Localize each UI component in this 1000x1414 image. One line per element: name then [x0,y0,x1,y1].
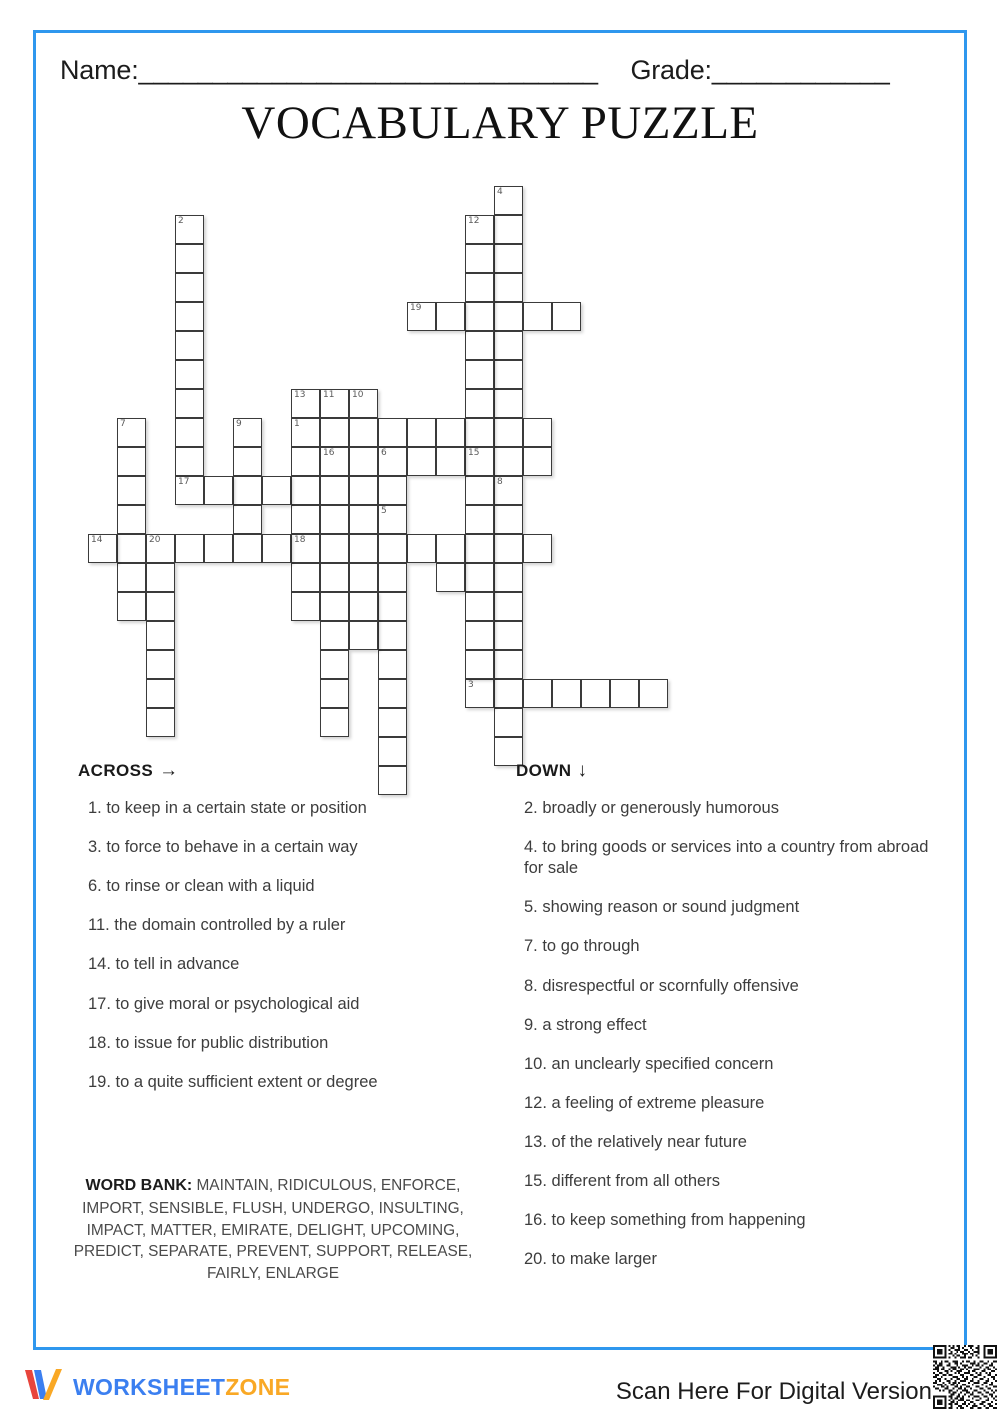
cw-cell[interactable] [262,476,291,505]
cw-cell[interactable] [349,592,378,621]
cw-cell[interactable] [175,302,204,331]
cw-cell[interactable] [407,418,436,447]
cw-cell[interactable] [320,563,349,592]
cw-cell[interactable] [146,708,175,737]
cw-cell[interactable] [494,505,523,534]
cw-cell[interactable] [407,447,436,476]
clue-across-0: 1. to keep in a certain state or position [88,799,367,817]
cw-cell-number: 7 [120,419,126,429]
cw-cell[interactable] [378,650,407,679]
cw-cell[interactable] [320,476,349,505]
cw-cell-start-13[interactable] [291,389,320,418]
cw-cell[interactable] [320,650,349,679]
cw-cell-start-17[interactable] [175,476,204,505]
cw-cell[interactable] [146,650,175,679]
cw-cell[interactable] [233,505,262,534]
cw-cell[interactable] [436,447,465,476]
cw-cell[interactable] [494,621,523,650]
cw-cell[interactable] [291,476,320,505]
down-clue-list [516,798,936,1270]
cw-cell[interactable] [494,360,523,389]
clue-down-9: 15. different from all others [524,1172,720,1191]
scan-here-text: Scan Here For Digital Version [615,1378,932,1405]
qr-code[interactable] [933,1345,997,1409]
arrow-right-icon: → [159,760,179,781]
cw-cell[interactable] [581,679,610,708]
cw-cell[interactable] [320,592,349,621]
cw-cell[interactable] [465,389,494,418]
cw-cell[interactable] [175,244,204,273]
cw-cell-start-16[interactable] [320,447,349,476]
word-bank-label: WORD BANK: [85,1177,193,1194]
page-title: VOCABULARY PUZZLE [241,97,759,149]
clue-down-0: 2. broadly or generously humorous [524,799,779,817]
cw-cell[interactable] [465,244,494,273]
cw-cell[interactable] [175,447,204,476]
cw-cell-start-20[interactable] [146,534,175,563]
cw-cell-number: 4 [497,187,503,197]
cw-cell-start-12[interactable] [465,215,494,244]
cw-cell-start-6[interactable] [378,447,407,476]
across-clue-list [78,798,488,1093]
cw-cell[interactable] [233,534,262,563]
clue-down-11: 20. to make larger [524,1250,657,1269]
cw-cell[interactable] [349,563,378,592]
cw-cell-number: 19 [410,303,422,313]
clue-across-5: 17. to give moral or psychological aid [88,994,360,1013]
cw-cell[interactable] [320,534,349,563]
cw-cell[interactable] [494,331,523,360]
cw-cell[interactable] [117,534,146,563]
cw-cell[interactable] [146,563,175,592]
logo-worksheet-text: WORKSHEET [73,1374,226,1400]
across-heading-label: ACROSS [78,761,154,780]
cw-cell[interactable] [233,447,262,476]
cw-cell[interactable] [465,592,494,621]
cw-cell[interactable] [175,331,204,360]
cw-cell[interactable] [494,389,523,418]
cw-cell-number: 10 [352,390,364,400]
across-heading [78,760,488,782]
clue-across-6: 18. to issue for public distribution [88,1033,329,1052]
cw-cell[interactable] [465,418,494,447]
cw-cell[interactable] [436,563,465,592]
cw-cell[interactable] [320,708,349,737]
cw-cell[interactable] [465,505,494,534]
cw-cell[interactable] [494,447,523,476]
logo-w-icon [22,1368,64,1407]
cw-cell-number: 5 [381,506,387,516]
down-heading-label: DOWN [516,761,572,780]
cw-cell-number: 12 [468,216,480,226]
clue-down-7: 12. a feeling of extreme pleasure [524,1093,765,1112]
clue-down-8: 13. of the relatively near future [524,1132,747,1151]
cw-cell[interactable] [146,679,175,708]
down-clues-section [516,760,936,1288]
name-blank-line[interactable]: _______________________________ [138,55,598,85]
clue-down-4: 8. disrespectful or scornfully offensive [524,976,799,995]
cw-cell[interactable] [378,679,407,708]
cw-cell[interactable] [349,621,378,650]
cw-cell[interactable] [465,621,494,650]
cw-cell[interactable] [117,592,146,621]
cw-cell[interactable] [233,476,262,505]
cw-cell-number: 16 [323,448,335,458]
cw-cell-number: 14 [91,535,103,545]
cw-cell[interactable] [494,679,523,708]
clue-across-2: 6. to rinse or clean with a liquid [88,877,315,896]
cw-cell[interactable] [117,447,146,476]
cw-cell[interactable] [349,534,378,563]
cw-cell[interactable] [378,708,407,737]
cw-cell[interactable] [494,302,523,331]
clue-across-7: 19. to a quite sufficient extent or degree [88,1072,378,1091]
cw-cell[interactable] [117,505,146,534]
cw-cell-number: 6 [381,448,387,458]
cw-cell[interactable] [436,534,465,563]
cw-cell[interactable] [117,563,146,592]
cw-cell[interactable] [378,563,407,592]
cw-cell-start-4[interactable] [494,186,523,215]
cw-cell[interactable] [494,563,523,592]
cw-cell[interactable] [494,592,523,621]
cw-cell[interactable] [552,679,581,708]
cw-cell-start-5[interactable] [378,505,407,534]
cw-cell[interactable] [494,244,523,273]
word-bank [58,1175,488,1285]
cw-cell[interactable] [320,679,349,708]
clue-across-4: 14. to tell in advance [88,955,240,974]
cw-cell[interactable] [407,534,436,563]
cw-cell[interactable] [523,418,552,447]
cw-cell-number: 2 [178,216,184,226]
cw-cell[interactable] [494,650,523,679]
cw-cell[interactable] [175,389,204,418]
name-label: Name: [60,55,139,85]
clue-down-6: 10. an unclearly specified concern [524,1054,774,1073]
cw-cell-number: 18 [294,535,306,545]
cw-cell-number: 15 [468,448,480,458]
cw-cell[interactable] [291,563,320,592]
clue-across-1: 3. to force to behave in a certain way [88,838,358,857]
cw-cell[interactable] [349,418,378,447]
cw-cell[interactable] [494,534,523,563]
cw-cell[interactable] [204,534,233,563]
clue-down-5: 9. a strong effect [524,1015,647,1034]
cw-cell[interactable] [175,273,204,302]
cw-cell-start-1[interactable] [291,418,320,447]
grade-blank-line[interactable]: ____________ [711,55,890,85]
cw-cell[interactable] [378,418,407,447]
cw-cell-start-9[interactable] [233,418,262,447]
cw-cell[interactable] [465,331,494,360]
cw-cell-start-7[interactable] [117,418,146,447]
cw-cell-start-3[interactable] [465,679,494,708]
cw-cell[interactable] [610,679,639,708]
cw-cell[interactable] [146,621,175,650]
cw-cell-start-2[interactable] [175,215,204,244]
cw-cell-start-15[interactable] [465,447,494,476]
cw-cell[interactable] [117,476,146,505]
cw-cell[interactable] [639,679,668,708]
cw-cell[interactable] [494,708,523,737]
cw-cell-start-8[interactable] [494,476,523,505]
cw-cell-number: 9 [236,419,242,429]
cw-cell-number: 1 [294,419,300,429]
arrow-down-icon: ↓ [577,760,588,781]
cw-cell[interactable] [465,360,494,389]
cw-cell[interactable] [378,476,407,505]
cw-cell[interactable] [523,447,552,476]
clue-down-3: 7. to go through [524,937,640,956]
across-clues-section [78,760,488,1111]
cw-cell[interactable] [349,447,378,476]
logo-zone-text: ZONE [225,1374,291,1400]
clue-across-3: 11. the domain controlled by a ruler [88,916,346,935]
cw-cell[interactable] [291,592,320,621]
cw-cell[interactable] [465,302,494,331]
clue-down-10: 16. to keep something from happening [524,1211,806,1230]
cw-cell-number: 3 [468,680,474,690]
cw-cell[interactable] [262,534,291,563]
logo-text [73,1374,290,1401]
cw-cell-number: 8 [497,477,503,487]
cw-cell[interactable] [465,476,494,505]
cw-cell[interactable] [378,621,407,650]
cw-cell[interactable] [378,534,407,563]
cw-cell[interactable] [320,505,349,534]
cw-cell-number: 20 [149,535,161,545]
cw-cell-number: 13 [294,390,306,400]
cw-cell[interactable] [291,505,320,534]
cw-cell[interactable] [494,273,523,302]
cw-cell[interactable] [494,215,523,244]
cw-cell[interactable] [523,534,552,563]
cw-cell[interactable] [349,505,378,534]
cw-cell[interactable] [175,534,204,563]
cw-cell[interactable] [523,679,552,708]
cw-cell[interactable] [175,360,204,389]
cw-cell[interactable] [320,418,349,447]
cw-cell[interactable] [349,476,378,505]
grade-label: Grade: [630,55,712,85]
cw-cell-start-11[interactable] [320,389,349,418]
clue-down-1: 4. to bring goods or services into a country from abroad for sale [524,838,929,878]
cw-cell[interactable] [436,418,465,447]
cw-cell-start-18[interactable] [291,534,320,563]
cw-cell-start-19[interactable] [407,302,436,331]
cw-cell[interactable] [175,418,204,447]
cw-cell[interactable] [465,563,494,592]
cw-cell-start-10[interactable] [349,389,378,418]
cw-cell[interactable] [204,476,233,505]
cw-cell[interactable] [378,592,407,621]
cw-cell[interactable] [465,273,494,302]
cw-cell[interactable] [146,592,175,621]
cw-cell[interactable] [494,418,523,447]
cw-cell[interactable] [552,302,581,331]
cw-cell[interactable] [436,302,465,331]
word-bank-words: MAINTAIN, RIDICULOUS, ENFORCE, IMPORT, SENSIBLE, FLUSH, UNDERGO, INSULTING, IMPACT, MATTER, EMIRATE, DELIGHT, UPCOMING, PREDICT, SEPARATE, PREVENT, SUPPORT, RELEASE, FAIRLY, ENLARGE [73,1177,473,1283]
clue-down-2: 5. showing reason or sound judgment [524,898,800,917]
cw-cell[interactable] [291,447,320,476]
down-heading [516,760,936,782]
cw-cell[interactable] [523,302,552,331]
cw-cell[interactable] [465,650,494,679]
cw-cell-number: 11 [323,390,335,400]
cw-cell[interactable] [320,621,349,650]
cw-cell[interactable] [465,534,494,563]
cw-cell-start-14[interactable] [88,534,117,563]
worksheet-zone-logo[interactable] [22,1368,290,1407]
cw-cell-number: 17 [178,477,190,487]
